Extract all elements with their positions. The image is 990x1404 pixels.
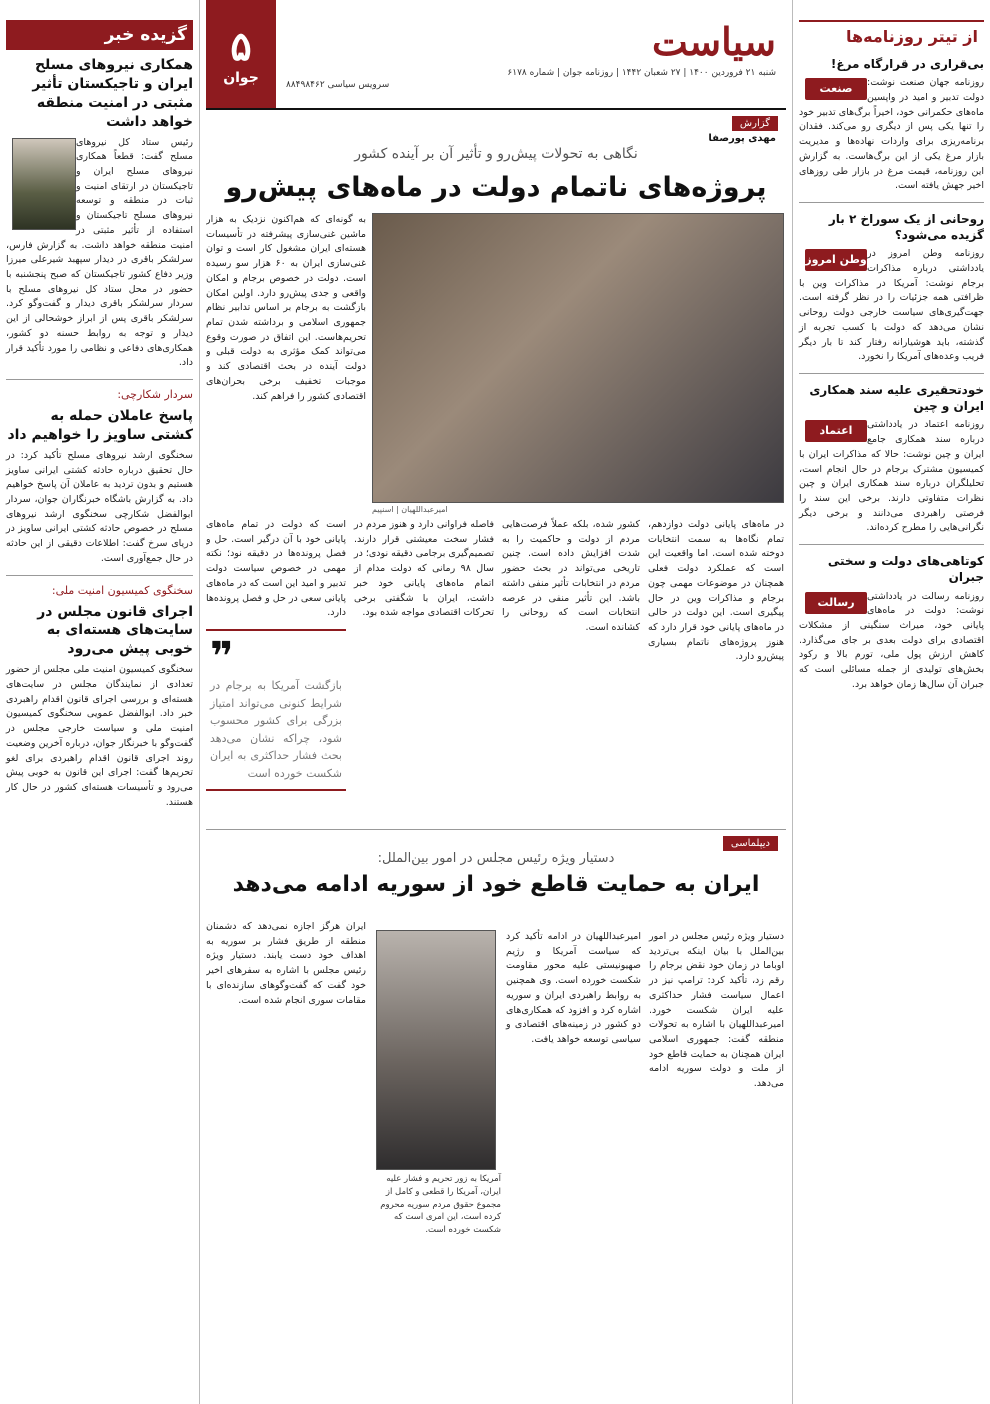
right-item-1-paper-logo: صنعت — [805, 78, 867, 100]
right-item-2-body: روزنامه وطن امروز در یادداشتی درباره مذاکرات برجام نوشت: آمریکا در مذاکرات وین با ظرافتی همه جزئیات را در نظر گرفته است. جهت‌گیری‌های سیاست خارجی دولت روحانی نشان می‌دهد که دولت با کسب تجربه از گذشته، باید هوشیارانه رفتار کند تا بار دیگر فریب وعده‌های آمریکا را نخورد. — [799, 248, 984, 363]
center-column — [206, 0, 786, 1404]
pull-quote-text: بازگشت آمریکا به برجام در شرایط کنونی می‌تواند امتیاز بزرگی برای کشور محسوب شود، چراکه نشان می‌دهد بحث فشار حداکثری به ایران شکست خورده است — [210, 679, 342, 780]
article-1-col-e-wrap — [206, 518, 346, 791]
right-item-2 — [799, 211, 984, 365]
left-item-3-title[interactable]: اجرای قانون مجلس در سایت‌های هسته‌ای به خوبی پیش می‌رود — [37, 603, 193, 658]
article-1-photo — [372, 213, 784, 503]
issue-meta: شنبه ۲۱ فروردین ۱۴۰۰ | ۲۷ شعبان ۱۴۴۲ | روزنامه جوان | شماره ۶۱۷۸ — [507, 67, 776, 78]
left-item-3-body: سخنگوی کمیسیون امنیت ملی مجلس از حضور تعدادی از نمایندگان مجلس در سایت‌های هسته‌ای و بررسی اجرای قانون اقدام راهبردی خبر داد. ابوالفضل عمویی سخنگوی کمیسیون امنیت ملی و سیاست خارجی مجلس در گفت‌وگو با خبرنگار جوان، درباره آخرین وضعیت روند اجرای قانون اقدام راهبردی برای لغو تحریم‌ها گفت: اجرای این قانون به خوبی پیش می‌رود و تأسیسات هسته‌ای کشور در حال کار هستند. — [6, 664, 193, 808]
left-item-3 — [6, 584, 193, 811]
left-item-2-kicker: سردار شکارچی: — [117, 388, 193, 402]
right-item-1 — [799, 56, 984, 194]
right-item-3-paper-logo: اعتماد — [805, 420, 867, 442]
left-section-band — [6, 20, 193, 50]
section-title: سیاست — [651, 18, 776, 64]
right-item-1-body: روزنامه جهان صنعت نوشت: دولت تدبیر و امید در واپسین ماه‌های حکمرانی خود، اخیراً برگ‌های تدبیر خود را تنها یکی پس از دیگری رو می‌کند. فقدان برنامه‌ریزی برای واردات نهاده‌ها و مدیریت بازار مرغ یکی از این برگ‌هاست. به گزارش این روزنامه، قیمت مرغ در بازار طی روزهای اخیر جهش یافته است. — [799, 77, 984, 192]
right-item-4-body: روزنامه رسالت در یادداشتی نوشت: دولت در ماه‌های پایانی خود، میراث سنگینی از مشکلات اقتصادی برای دولت بعدی بر جای می‌گذارد. کاهش ارزش پول ملی، تورم بالا و رکود بخش‌های تولیدی از جمله مسائلی است که جبران آن سال‌ها زمان خواهد برد. — [799, 590, 984, 690]
left-item-2-body: سخنگوی ارشد نیروهای مسلح تأکید کرد: در حال تحقیق درباره حادثه کشتی ایرانی ساویز هستیم و بدون تردید به عاملان آن پاسخ خواهیم داد. به گزارش باشگاه خبرنگاران جوان، سردار ابوالفضل شکارچی سخنگوی ارشد نیروهای مسلح در خصوص حادثه کشتی ایرانی ساویز در دریای سرخ گفت: اطلاعات دقیقی از این حادثه در حال جمع‌آوری است. — [6, 449, 193, 564]
article-2-col-2: امیرعبداللهیان در ادامه تأکید کرد که سیاست آمریکا و رژیم صهیونیستی علیه محور مقاومت شکست خورده است. وی همچنین به روابط راهبردی ایران و سوریه اشاره کرد و افزود که همکاری‌های دو کشور در زمینه‌های اقتصادی و سیاسی توسعه خواهد یافت. — [506, 931, 641, 1046]
right-item-3-title[interactable]: خودتحقیری علیه سند همکاری ایران و چین — [809, 383, 984, 414]
quote-mark-icon: ❞ — [210, 634, 234, 681]
masthead-info — [276, 0, 786, 108]
article-1-col-d: فاصله فراوانی دارد و هنوز مردم در فشار سخت معیشتی قرار دارند. تصمیم‌گیری برجامی دقیقه نودی؛ در سال ۹۸ رمانی که دولت مدام از اتمام ماه‌های پایانی خود خبر داشت، ایران با شگفتی برخی تحرکات اقتصادی مواجه شده بود. — [354, 519, 495, 619]
left-item-1-body: رئیس ستاد کل نیروهای مسلح گفت: قطعاً همکاری نیروهای مسلح ایران و تاجیکستان در ارتقای امنیت و ثبات در منطقه و توسعه نیروهای مسلح تاجیکستان و استفاده از تأثیر مثبتی در امنیت منطقه خواهد داشت. به گزارش فارس، سرلشکر باقری در دیدار سپهبد شیرعلی میرزا وزیر دفاع کشور تاجیکستان که صبح پنجشنبه با حضور در محل ستاد کل نیروهای مسلح با سردار سرلشکر باقری دیدار و گفت‌وگو کرد. سرلشکر باقری پس از ابراز خوشحالی از این دیدار و توجه به روابط حسنه دو کشور، همکاری‌های دفاعی و نظامی را مورد تأکید قرار داد. — [6, 136, 193, 369]
article-2-kicker: دستیار ویژه رئیس مجلس در امور بین‌الملل: — [377, 851, 615, 866]
left-item-2-title[interactable]: پاسخ عاملان حمله به کشتی ساویز را خواهیم داد — [7, 408, 193, 443]
article-1 — [206, 110, 786, 823]
right-press-column — [792, 0, 990, 1404]
right-section-band — [799, 20, 984, 50]
left-section-title: گزیده خبر — [104, 25, 187, 45]
article-1-photo-caption: امیرعبداللهیان | اسنپیم — [372, 505, 448, 514]
right-separator-3 — [799, 544, 984, 545]
left-separator-1 — [6, 379, 193, 380]
article-2-headline[interactable]: ایران به حمایت قاطع خود از سوریه ادامه می‌دهد — [232, 872, 760, 897]
left-item-1-photo — [12, 138, 76, 230]
left-item-1-title[interactable]: همکاری نیروهای مسلح ایران و تاجیکستان تأثیر مثبتی در امنیت منطقه خواهد داشت — [32, 57, 193, 130]
right-item-4 — [799, 553, 984, 692]
article-2-tag: دیپلماسی — [723, 836, 778, 851]
right-item-3 — [799, 382, 984, 536]
article-2-photo — [376, 930, 496, 1170]
right-separator-2 — [799, 373, 984, 374]
service-phone: سرویس سیاسی ۸۸۴۹۸۴۶۲ — [286, 79, 390, 90]
left-item-2 — [6, 388, 193, 567]
right-item-3-body: روزنامه اعتماد در یادداشتی درباره سند همکاری جامع ایران و چین نوشت: حالا که مذاکرات ایران با کمیسیون مشترک برجام در حال انجام است، تحلیلگران درباره سند همکاری ایران و چین نظرات متفاوتی دارند. برخی این سند را فرصتی راهبردی می‌دانند و برخی دیگر نگرانی‌هایی را مطرح کرده‌اند. — [799, 419, 984, 534]
article-1-author: مهدی پورصفا — [708, 133, 776, 144]
article-2-col-1: دستیار ویژه رئیس مجلس در امور بین‌الملل با بیان اینکه بی‌تردید اوباما در زمان خود نقض برجام را رقم زد، تأکید کرد: ترامپ نیز در اعمال سیاست فشار حداکثری علیه ایران شکست خورد. امیرعبداللهیان با اشاره به تحولات منطقه گفت: جمهوری اسلامی ایران همچنان به حمایت قاطع خود از ملت و دولت سوریه ادامه می‌دهد. — [649, 931, 784, 1090]
right-separator-1 — [799, 202, 984, 203]
left-news-column — [0, 0, 200, 1404]
article-1-tag: گزارش — [732, 116, 778, 131]
masthead — [206, 0, 786, 110]
right-item-4-title[interactable]: کوتاهی‌های دولت و سختی جبران — [827, 554, 984, 585]
paper-name: جوان — [223, 69, 259, 86]
article-1-headline[interactable]: پروژه‌های ناتمام دولت در ماه‌های پیش‌رو — [225, 172, 767, 203]
article-1-col-c: کشور شده، بلکه عملاً فرصت‌هایی مردم از دولت و حاکمیت را به شدت افزایش داده است. چنین تاریخی می‌تواند در بحث حضور مردم در انتخابات تأثیر منفی داشته باشد. این تأثیر منفی در عرصه انتخابات است که روحانی را کشانده است. — [502, 519, 640, 634]
left-item-1 — [6, 56, 193, 371]
right-item-4-paper-logo: رسالت — [805, 592, 867, 614]
page-number: ۵ — [230, 22, 252, 70]
article-2 — [206, 829, 786, 1349]
article-1-col-e: است که دولت در تمام ماه‌های پایانی خود با آن درگیر است. حل و فصل پرونده‌ها در دقیقه نود؛ نکته مهمی در خصوص سیاست دولت تدبیر و امید این است که در ماه‌های پایانی سعی در حل و فصل پرونده‌ها دارد. — [206, 519, 346, 619]
right-item-2-paper-logo: وطن امروز — [805, 249, 867, 271]
right-section-title: از تیتر روزنامه‌ها — [846, 26, 978, 46]
article-2-col-3: ایران هرگز اجازه نمی‌دهد که دشمنان منطقه از طریق فشار بر سوریه به اهداف خود دست یابند. دستیار ویژه رئیس مجلس با اشاره به سفرهای اخیر خود گفت که گفت‌وگوهای سازنده‌ای با مقامات سوری انجام شده است. — [206, 921, 366, 1006]
left-item-3-kicker: سخنگوی کمیسیون امنیت ملی: — [51, 583, 193, 597]
article-2-caption: آمریکا به زور تحریم و فشار علیه ایران، آمریکا را قطعی و کامل از مجموع حقوق مردم سوریه محروم کرده است، این امری است که شکست خورده است. — [380, 1174, 501, 1235]
article-1-kicker: نگاهی به تحولات پیش‌رو و تأثیر آن بر آینده کشور — [354, 146, 638, 162]
page-badge — [206, 0, 276, 108]
article-1-col-b: در ماه‌های پایانی دولت دوازدهم، تمام نگاه‌ها به سمت انتخابات دوخته شده است. اما واقعیت این است که عملکرد دولت فعلی همچنان در موضوعات مهمی چون برجام و مذاکرات وین در حال پیگیری است. این دولت در حالی در ماه‌های پایانی خود قرار دارد که هنوز پروژه‌های ناتمام بسیاری پیش‌رو دارد. — [648, 519, 784, 663]
right-item-1-title[interactable]: بی‌قراری در قرارگاه مرغ! — [830, 57, 984, 71]
left-separator-2 — [6, 575, 193, 576]
right-item-2-title[interactable]: روحانی از یک سوراخ ۲ بار گزیده می‌شود؟ — [828, 211, 984, 243]
pull-quote — [206, 629, 346, 791]
article-1-col-a: به گونه‌ای که هم‌اکنون نزدیک به هزار ماشین غنی‌سازی پیشرفته در تأسیسات هسته‌ای ایران مشغول کار است و توان غنی‌سازی ایران به ۶۰ هزار سو رسیده است. دولت در خصوص برجام و امکان واقعی و جدی پیش‌رو دارد. اولین امکان بازگشت به برجام بر اساس تدابیر نظام جمهوری اسلامی و برداشته شدن تمام تحریم‌هاست. این اتفاق در صورت وقوع می‌تواند کمک مؤثری به دولت قبلی و دولت آینده در بحث اقتصادی کند و موجبات تخفیف برخی بحران‌های اقتصادی کشور را فراهم کند. — [206, 214, 366, 402]
